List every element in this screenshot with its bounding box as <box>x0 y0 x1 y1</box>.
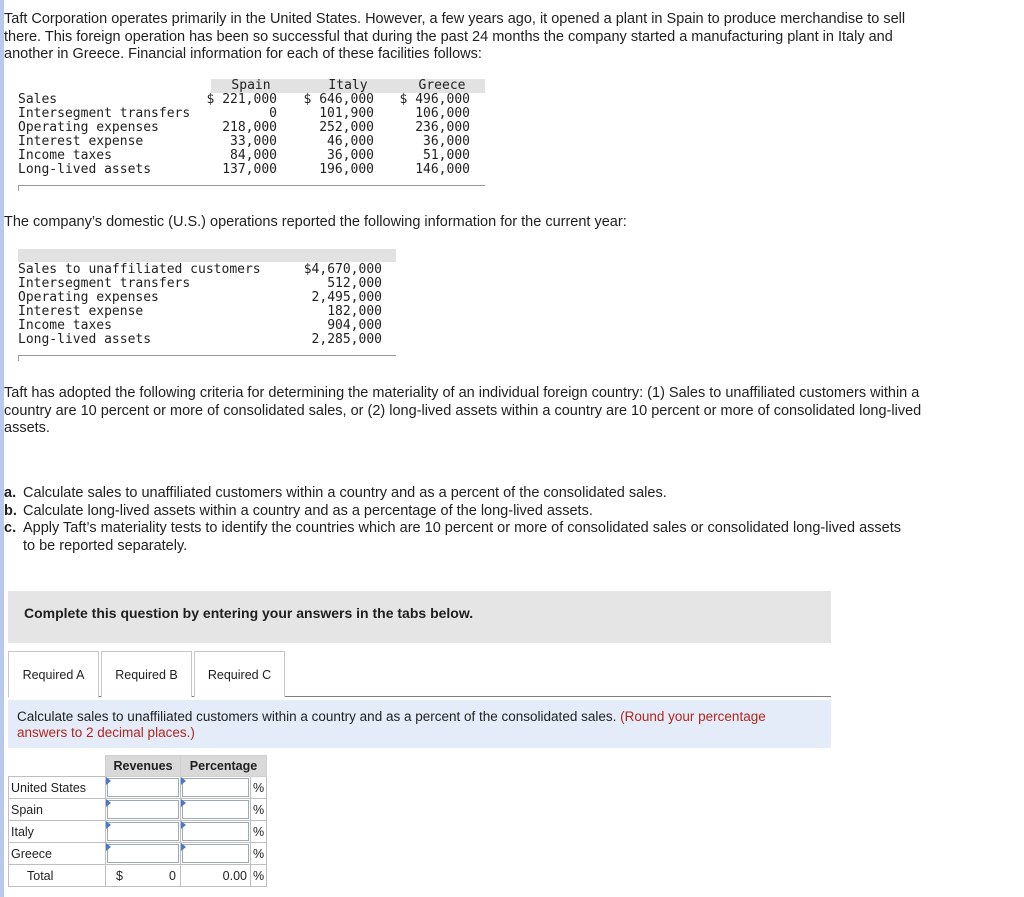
cell-value: $ 646,000 <box>303 92 374 107</box>
cell-value: 236,000 <box>415 120 470 135</box>
percent-symbol: % <box>251 777 267 799</box>
flag-icon <box>181 821 186 829</box>
table-divider <box>18 355 396 356</box>
flag-icon <box>106 777 111 785</box>
task-item <box>4 520 914 555</box>
tab-required-c[interactable]: Required C <box>194 651 285 697</box>
cell-value: 36,000 <box>327 148 374 163</box>
percent-input-united-states[interactable] <box>181 777 251 799</box>
cell-value: $ 221,000 <box>206 92 277 107</box>
task-letter: a. <box>4 485 17 501</box>
input-field[interactable] <box>107 844 179 863</box>
total-revenue-value: 0 <box>169 868 176 883</box>
row-label: Intersegment transfers <box>18 106 191 121</box>
input-field[interactable] <box>182 844 249 863</box>
row-label: Income taxes <box>18 318 112 333</box>
input-field[interactable] <box>107 778 179 797</box>
row-label: Sales to unaffiliated customers <box>18 262 261 277</box>
table-divider <box>18 185 485 186</box>
tab-required-a[interactable]: Required A <box>8 651 99 698</box>
task-text: Calculate sales to unaffiliated customers within a country and as a percent of the consolidated sales. <box>23 485 667 501</box>
instruction-text <box>17 709 807 741</box>
cell-value: 84,000 <box>230 148 277 163</box>
tab-required-b[interactable]: Required B <box>101 651 192 697</box>
flag-icon <box>181 777 186 785</box>
flag-icon <box>106 821 111 829</box>
task-letter: b. <box>4 502 17 519</box>
flag-icon <box>106 799 111 807</box>
percent-input-italy[interactable] <box>181 821 251 843</box>
domestic-header-bg <box>18 249 396 262</box>
row-label: Interest expense <box>18 304 144 319</box>
instruction-note: (Round your percentage answers to 2 decimal places.) <box>17 709 766 740</box>
cell-value: 0 <box>269 106 277 121</box>
row-label: Long-lived assets <box>18 332 152 347</box>
row-label: Intersegment transfers <box>18 276 191 291</box>
table-row <box>9 777 267 799</box>
row-label: Long-lived assets <box>18 162 152 177</box>
cell-value: 51,000 <box>423 148 470 163</box>
cell-value: 101,900 <box>319 106 374 121</box>
input-field[interactable] <box>182 800 249 819</box>
left-accent-bar <box>0 0 4 897</box>
cell-value: 137,000 <box>222 162 277 177</box>
percent-input-spain[interactable] <box>181 799 251 821</box>
cell-value: 33,000 <box>230 134 277 149</box>
task-text: Calculate long-lived assets within a country and as a percentage of the long-lived assets. <box>23 502 593 519</box>
percent-symbol: % <box>251 821 267 843</box>
flag-icon <box>106 843 111 851</box>
total-revenue-cell <box>106 865 181 887</box>
task-letter: c. <box>4 520 17 536</box>
instruction-box <box>8 700 831 748</box>
domestic-intro: The company’s domestic (U.S.) operations reported the following information for the current year: <box>4 214 627 230</box>
input-field[interactable] <box>107 822 179 841</box>
total-percent-value: 0.00 <box>181 865 251 887</box>
table-row <box>9 843 267 865</box>
row-label: Interest expense <box>18 134 144 149</box>
header-percentage: Percentage <box>181 756 267 777</box>
cell-value: 512,000 <box>327 276 382 291</box>
row-label: Sales <box>18 92 58 107</box>
percent-input-greece[interactable] <box>181 843 251 865</box>
task-item <box>4 503 914 521</box>
intro-paragraph: Taft Corporation operates primarily in the United States. However, a few years ago, it opened a plant in Spain to produce merchandise to sell there. This foreign operation has been so successful that during the past 24 months the company started a manufacturing plant in Italy and another in Greece. Financial information for each of these facilities follows: <box>4 11 906 62</box>
cell-value: 106,000 <box>415 106 470 121</box>
cell-value: 252,000 <box>319 120 374 135</box>
revenue-input-spain[interactable] <box>106 799 181 821</box>
cell-value: 146,000 <box>415 162 470 177</box>
percent-symbol: % <box>251 843 267 865</box>
task-item <box>4 485 914 503</box>
col-italy: Italy <box>328 78 368 93</box>
cell-value: 904,000 <box>327 318 382 333</box>
instruction-main: Calculate sales to unaffiliated customers within a country and as a percent of the consolidated sales. <box>17 709 617 724</box>
revenue-input-united-states[interactable] <box>106 777 181 799</box>
cell-value: 46,000 <box>327 134 374 149</box>
table-row <box>9 799 267 821</box>
banner-text: Complete this question by entering your answers in the tabs below. <box>24 605 474 621</box>
row-label: Spain <box>9 799 106 821</box>
revenue-input-greece[interactable] <box>106 843 181 865</box>
input-field[interactable] <box>107 800 179 819</box>
cell-value: $4,670,000 <box>303 262 382 277</box>
percent-symbol: % <box>251 865 267 887</box>
col-spain: Spain <box>231 78 271 93</box>
row-label: Operating expenses <box>18 290 159 305</box>
cell-value: 36,000 <box>423 134 470 149</box>
criteria-paragraph: Taft has adopted the following criteria for determining the materiality of an individual foreign country: (1) Sales to unaffiliated customers within a country are 10 percent or more of consolidated sales, or (2) long-lived assets within a country are 10 percent or more of consolidated long-lived assets. <box>4 385 922 436</box>
percent-symbol: % <box>251 799 267 821</box>
cell-value: 2,285,000 <box>311 332 382 347</box>
task-list <box>4 485 914 555</box>
header-revenues: Revenues <box>106 756 181 777</box>
row-label: Income taxes <box>18 148 112 163</box>
row-label: Operating expenses <box>18 120 159 135</box>
cell-value: 218,000 <box>222 120 277 135</box>
table-row <box>9 821 267 843</box>
row-label: Greece <box>9 843 106 865</box>
total-row <box>9 865 267 887</box>
blank-header <box>9 756 106 777</box>
col-greece: Greece <box>418 78 466 93</box>
answer-header-row <box>9 756 267 777</box>
cell-value: 2,495,000 <box>311 290 382 305</box>
input-field[interactable] <box>182 778 249 797</box>
instruction-banner <box>8 591 831 643</box>
flag-icon <box>181 843 186 851</box>
cell-value: 196,000 <box>319 162 374 177</box>
row-label: Italy <box>9 821 106 843</box>
answer-table <box>8 755 267 887</box>
flag-icon <box>181 799 186 807</box>
input-field[interactable] <box>182 822 249 841</box>
task-text: Apply Taft’s materiality tests to identify the countries which are 10 percent or more of consolidated sales or consolidated long-lived assets to be reported separately. <box>23 520 901 554</box>
row-label: United States <box>9 777 106 799</box>
revenue-input-italy[interactable] <box>106 821 181 843</box>
cell-value: 182,000 <box>327 304 382 319</box>
total-label: Total <box>9 865 106 887</box>
total-revenue-wrap <box>106 869 180 883</box>
currency-symbol: $ <box>116 868 123 883</box>
cell-value: $ 496,000 <box>399 92 470 107</box>
